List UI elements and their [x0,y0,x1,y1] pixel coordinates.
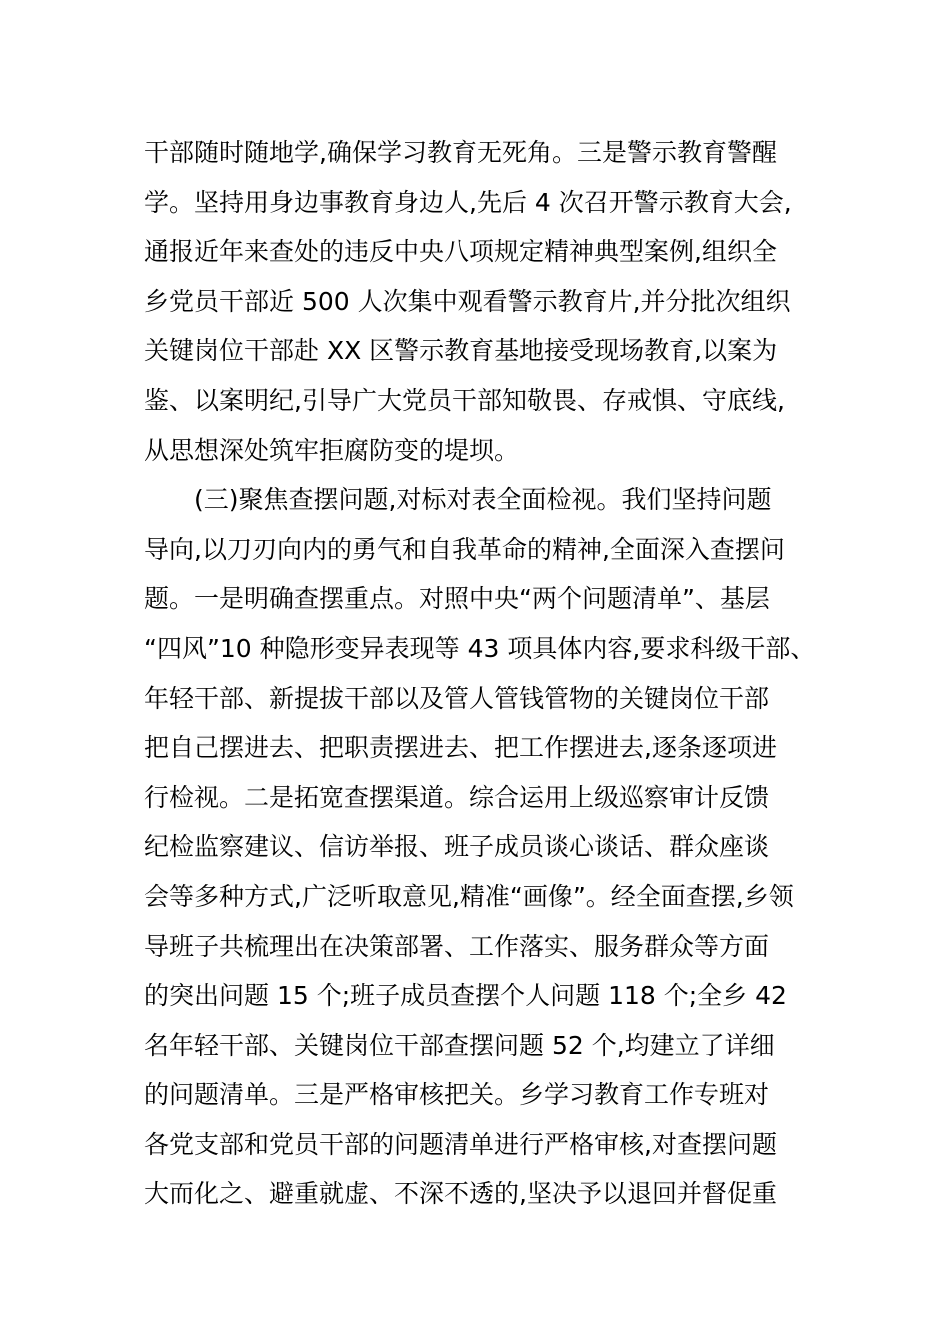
text-line: 大而化之、避重就虚、不深不透的,坚决予以退回并督促重 [144,1179,777,1209]
text-line: 干部随时随地学,确保学习教育无死角。三是警示教育警醒 [144,138,777,167]
text-line: 题。一是明确查摆重点。对照中央“两个问题清单”、基层 [144,584,770,614]
text-line: 导向,以刀刃向内的勇气和自我革命的精神,全面深入查摆问 [144,534,785,564]
text-line: 鉴、以案明纪,引导广大党员干部知敬畏、存戒惧、守底线, [144,385,785,415]
text-line: 关键岗位干部赴 XX 区警示教育基地接受现场教育,以案为 [144,336,778,366]
text-line: 乡党员干部近 500 人次集中观看警示教育片,并分批次组织 [144,286,791,316]
text-line: 纪检监察建议、信访举报、班子成员谈心谈话、群众座谈 [144,832,770,862]
text-line: 从思想深处筑牢拒腐防变的堤坝。 [144,435,520,465]
body-text [144,128,844,1219]
text-line: 行检视。二是拓宽查摆渠道。综合运用上级巡察审计反馈 [144,782,770,812]
text-line: 各党支部和党员干部的问题清单进行严格审核,对查摆问题 [144,1129,777,1159]
text-line: 导班子共梳理出在决策部署、工作落实、服务群众等方面 [144,931,770,961]
text-line: “四风”10 种隐形变异表现等 43 项具体内容,要求科级干部、 [144,633,816,663]
text-line: 通报近年来查处的违反中央八项规定精神典型案例,组织全 [144,237,777,267]
text-line: 学。坚持用身边事教育身边人,先后 4 次召开警示教育大会, [144,187,792,217]
text-line: 把自己摆进去、把职责摆进去、把工作摆进去,逐条逐项进 [144,733,777,763]
text-line: 名年轻干部、关键岗位干部查摆问题 52 个,均建立了详细 [144,1030,775,1060]
text-line: 年轻干部、新提拔干部以及管人管钱管物的关键岗位干部 [144,683,770,713]
text-line: 的问题清单。三是严格审核把关。乡学习教育工作专班对 [144,1080,770,1110]
text-line: 的突出问题 15 个;班子成员查摆个人问题 118 个;全乡 42 [144,981,787,1011]
text-line: (三)聚焦查摆问题,对标对表全面检视。我们坚持问题 [144,485,772,515]
text-line: 会等多种方式,广泛听取意见,精准“画像”。经全面查摆,乡领 [144,881,794,911]
